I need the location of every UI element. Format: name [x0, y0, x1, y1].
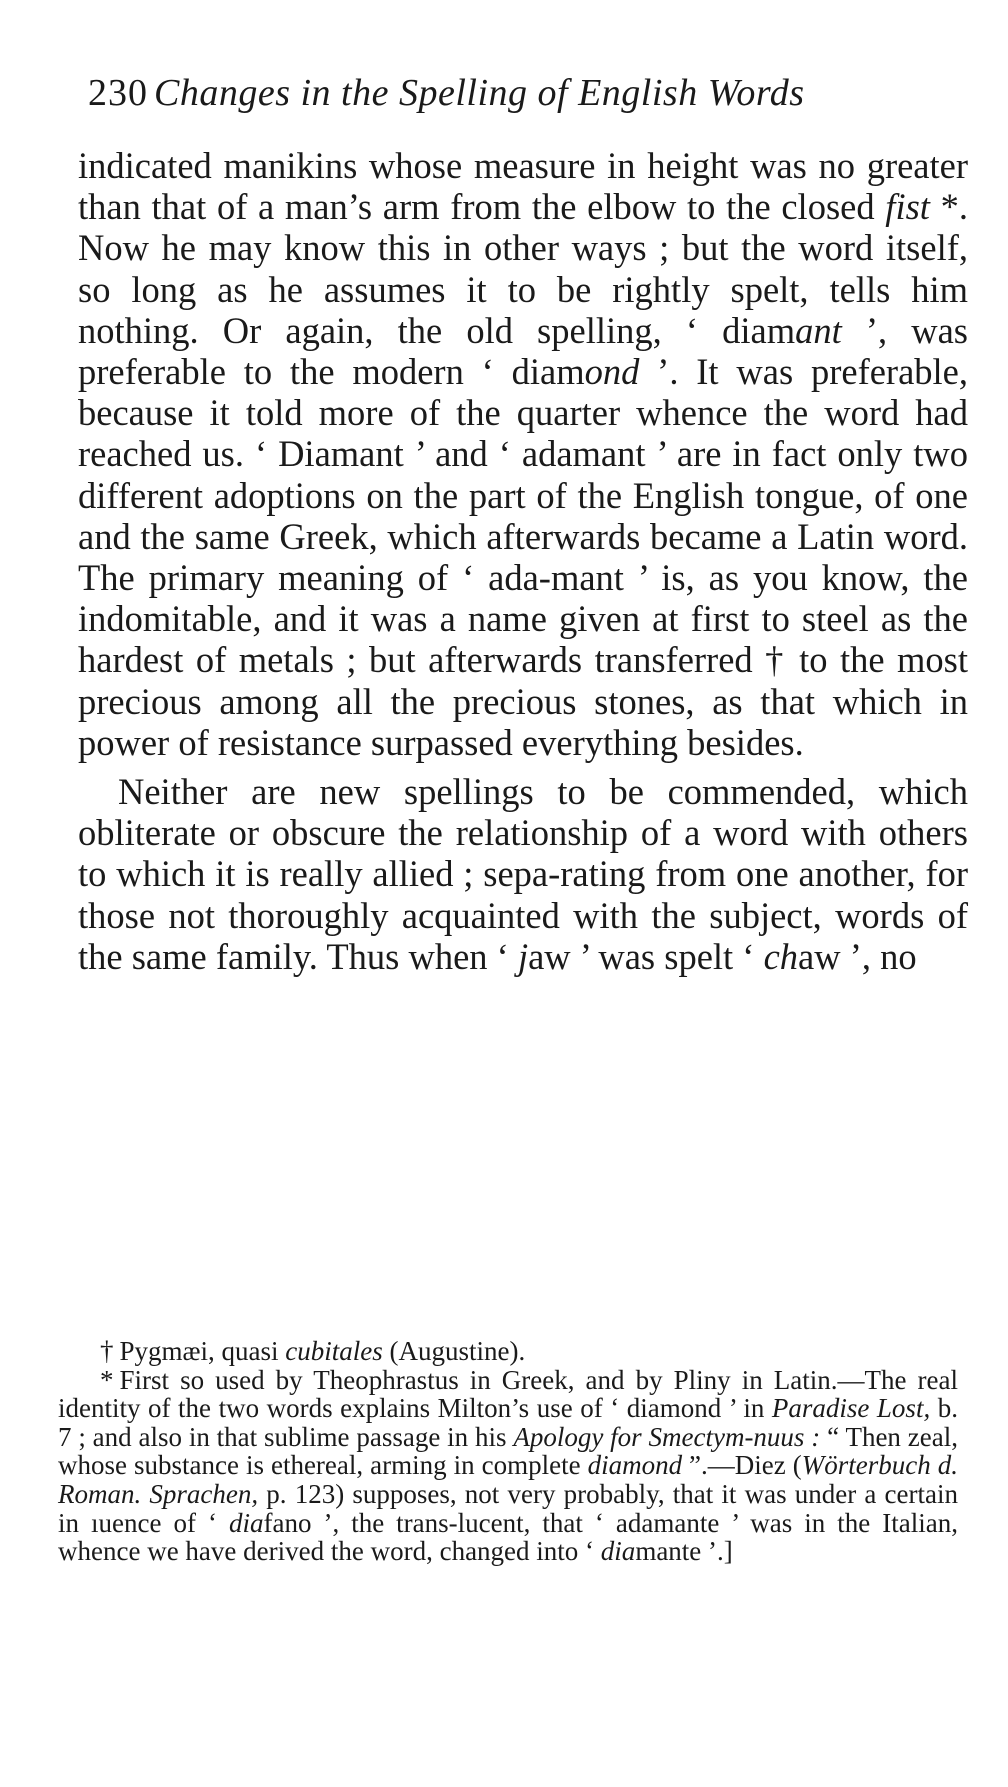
footnotes: [58, 1337, 958, 1566]
italic-run: ch: [763, 935, 799, 977]
text-run: ”.—Diez (: [682, 1450, 802, 1481]
text-run: b. 7 ; and also in that sublime passage in his: [58, 1393, 958, 1452]
text-run: indicated manikins whose measure in height was no greater than that of a man’s arm from the elbow to the closed: [78, 145, 968, 228]
text-run: mante ’.]: [635, 1536, 733, 1567]
running-title: Changes in the Spelling of English Words: [154, 72, 805, 114]
text-run: First so used by Theophrastus in Greek, and by Pliny in Latin.—The real identity of the two words explains Milton’s use of ‘ diamond ’ in: [58, 1364, 958, 1424]
text-run: “ Then zeal, whose substance is ethereal, arming in complete: [58, 1421, 958, 1481]
italic-run: Paradise Lost,: [771, 1393, 931, 1424]
footnote-mark: *: [100, 1364, 114, 1395]
italic-run: Apology for Smectym-nuus :: [513, 1421, 821, 1452]
main-text: [78, 145, 968, 977]
text-run: aw ’, no: [798, 935, 917, 977]
text-run: fano ’, the trans-lucent, that ‘ adamante ’ was in the Italian, whence we have derived the word, changed into ‘: [58, 1507, 958, 1567]
footnote-dagger: [58, 1337, 958, 1366]
text-run: ’, was preferable to the modern ‘ diam: [78, 309, 968, 393]
italic-run: j: [517, 935, 529, 977]
text-run: Pygmæi, quasi: [119, 1336, 286, 1366]
italic-run: diamond: [587, 1450, 683, 1481]
page-number: 230: [88, 72, 148, 114]
footnote-asterisk: [58, 1366, 958, 1566]
text-run: p. 123) supposes, not very probably, that it was under a certain in ıuence of ‘: [58, 1478, 958, 1538]
text-run: (Augustine).: [382, 1336, 526, 1366]
italic-run: ant: [795, 309, 842, 351]
text-run: Neither are new spellings to be commended, which obliterate or obscure the relationship of a word with others to which it is really allied ; sepa-rating from one another, for those not thoroughly acquainted with the subject, words of the same family. Thus when ‘: [78, 771, 968, 977]
italic-run: ond: [584, 351, 640, 393]
italic-run: dia: [228, 1507, 264, 1538]
footnote-mark: †: [100, 1336, 114, 1366]
running-header: [88, 70, 958, 116]
italic-run: Wörterbuch d. Roman. Sprachen,: [58, 1450, 958, 1509]
italic-run: dia: [600, 1536, 636, 1567]
text-run: *. Now he may know this in other ways ; but the word itself, so long as he assumes it to be rightly spelt, tells him nothing. Or again, the old spelling, ‘ diam: [78, 186, 968, 351]
italic-run: fist: [885, 186, 930, 228]
paragraph: [78, 145, 968, 763]
paragraph: [78, 771, 968, 977]
text-run: ’. It was preferable, because it told more of the quarter whence the word had reached us. ‘ Diamant ’ and ‘ adamant ’ are in fact only two different adoptions on the part of the English tongue, of one and the same Greek, which afterwards became a Latin word. The primary meaning of ‘ ada-mant ’ is, as you know, the indomitable, and it was a name given at first to steel as the hardest of metals ; but afterwards transferred † to the most precious among all the precious stones, as that which in power of resistance surpassed everything besides.: [78, 351, 968, 763]
text-run: aw ’ was spelt ‘: [528, 935, 764, 977]
italic-run: cubitales: [285, 1336, 383, 1366]
